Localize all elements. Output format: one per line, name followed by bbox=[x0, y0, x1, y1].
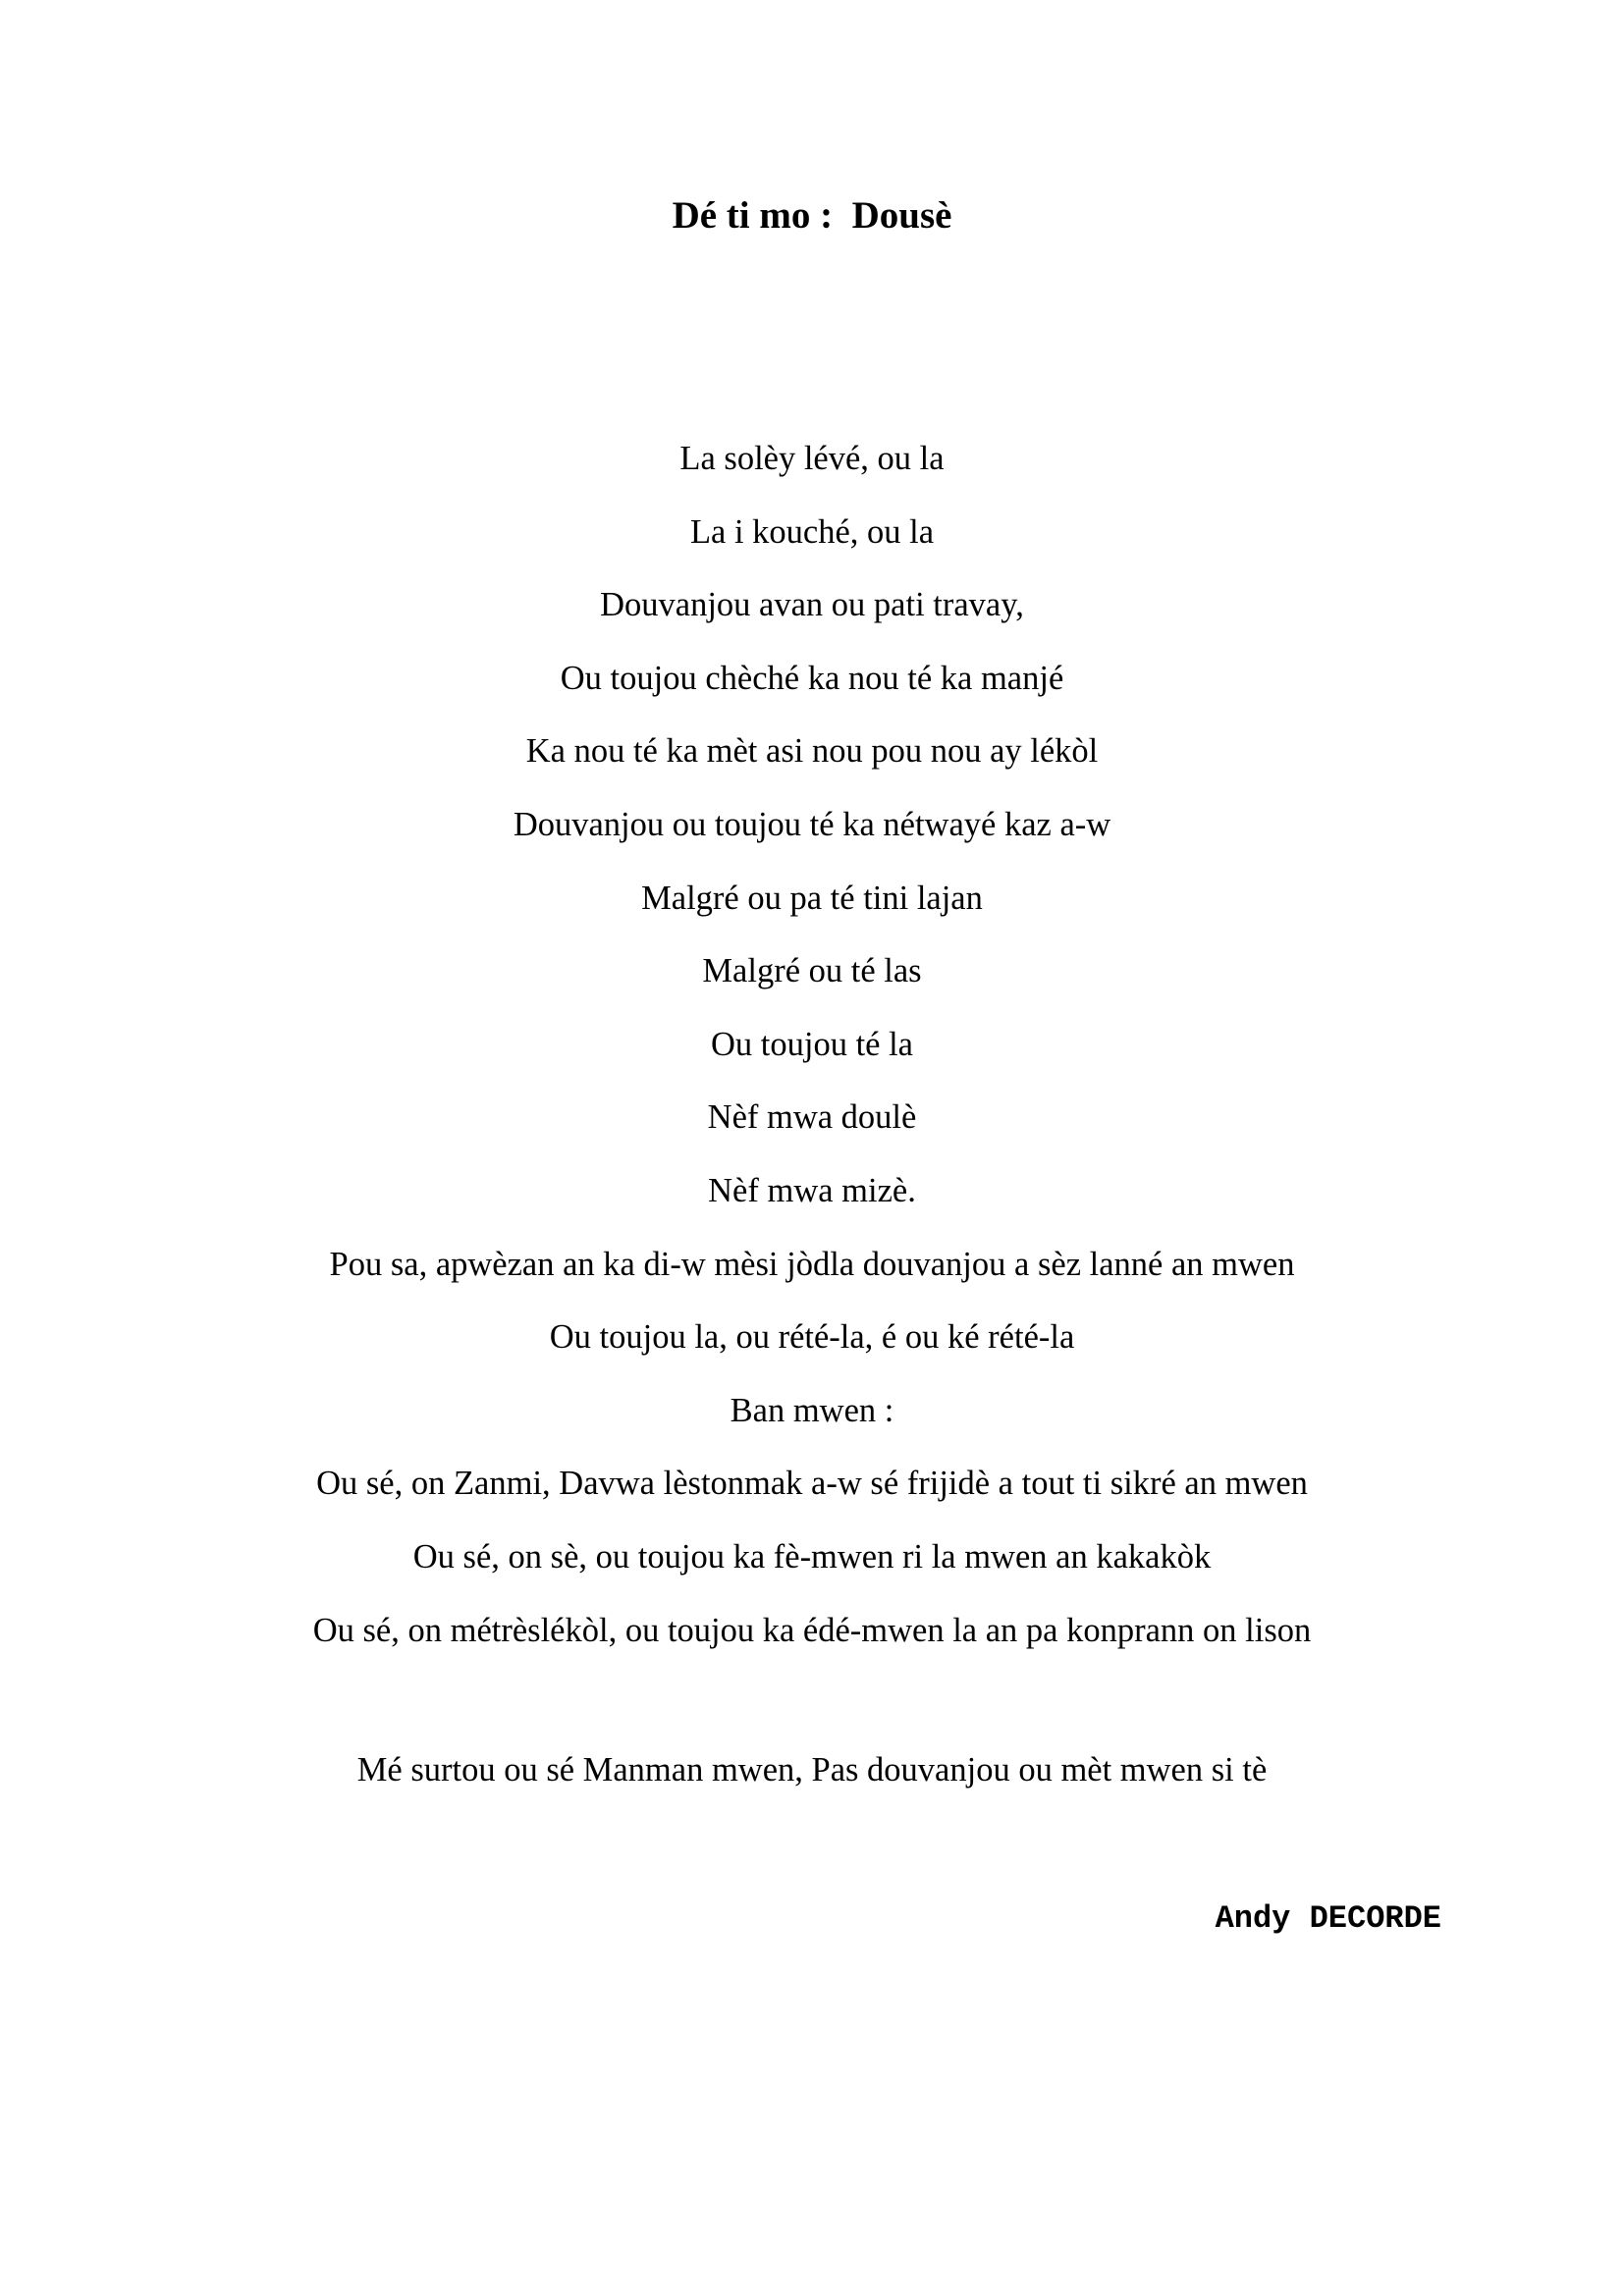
poem-line: Ou sé, on sè, ou toujou ka fè-mwen ri la mwen an kakakòk bbox=[412, 1537, 1212, 1575]
poem-line: Ban mwen : bbox=[730, 1391, 894, 1429]
poem-line: Ou sé, on Zanmi, Davwa lèstonmak a-w sé frijidè a tout ti sikré an mwen bbox=[316, 1465, 1308, 1503]
poem-line: La solèy lévé, ou la bbox=[679, 440, 945, 477]
poem-line: Ou toujou la, ou rété-la, é ou ké rété-la bbox=[549, 1318, 1075, 1357]
poem-line: Nèf mwa mizè. bbox=[708, 1171, 916, 1209]
poem-body bbox=[0, 430, 1624, 1675]
poem-closing-line: Mé surtou ou sé Manman mwen, Pas douvanjou ou mèt mwen si tè bbox=[356, 1751, 1268, 1789]
poem-line: La i kouché, ou la bbox=[689, 512, 935, 551]
poem-line: Ou sé, on métrèslékòl, ou toujou ka édé-mwen la an pa konprann on lison bbox=[312, 1611, 1312, 1649]
poem-line: Douvanjou ou toujou té ka nétwayé kaz a-w bbox=[513, 805, 1111, 843]
poem-line: Nèf mwa doulè bbox=[707, 1098, 917, 1137]
poem-line: Malgré ou pa té tini lajan bbox=[641, 879, 983, 917]
author-signature: Andy DECORDE bbox=[1215, 1900, 1441, 1937]
poem-line: Malgré ou té las bbox=[702, 952, 922, 990]
poem-line: Pou sa, apwèzan an ka di-w mèsi jòdla douvanjou a sèz lanné an mwen bbox=[329, 1245, 1295, 1283]
poem-line: Ka nou té ka mèt asi nou pou nou ay lékòl bbox=[525, 732, 1099, 771]
poem-line: Ou toujou té la bbox=[710, 1025, 913, 1063]
poem-line: Ou toujou chèché ka nou té ka manjé bbox=[560, 659, 1064, 697]
page-title: Dé ti mo : Dousè bbox=[672, 194, 952, 237]
poem-line: Douvanjou avan ou pati travay, bbox=[600, 586, 1024, 624]
